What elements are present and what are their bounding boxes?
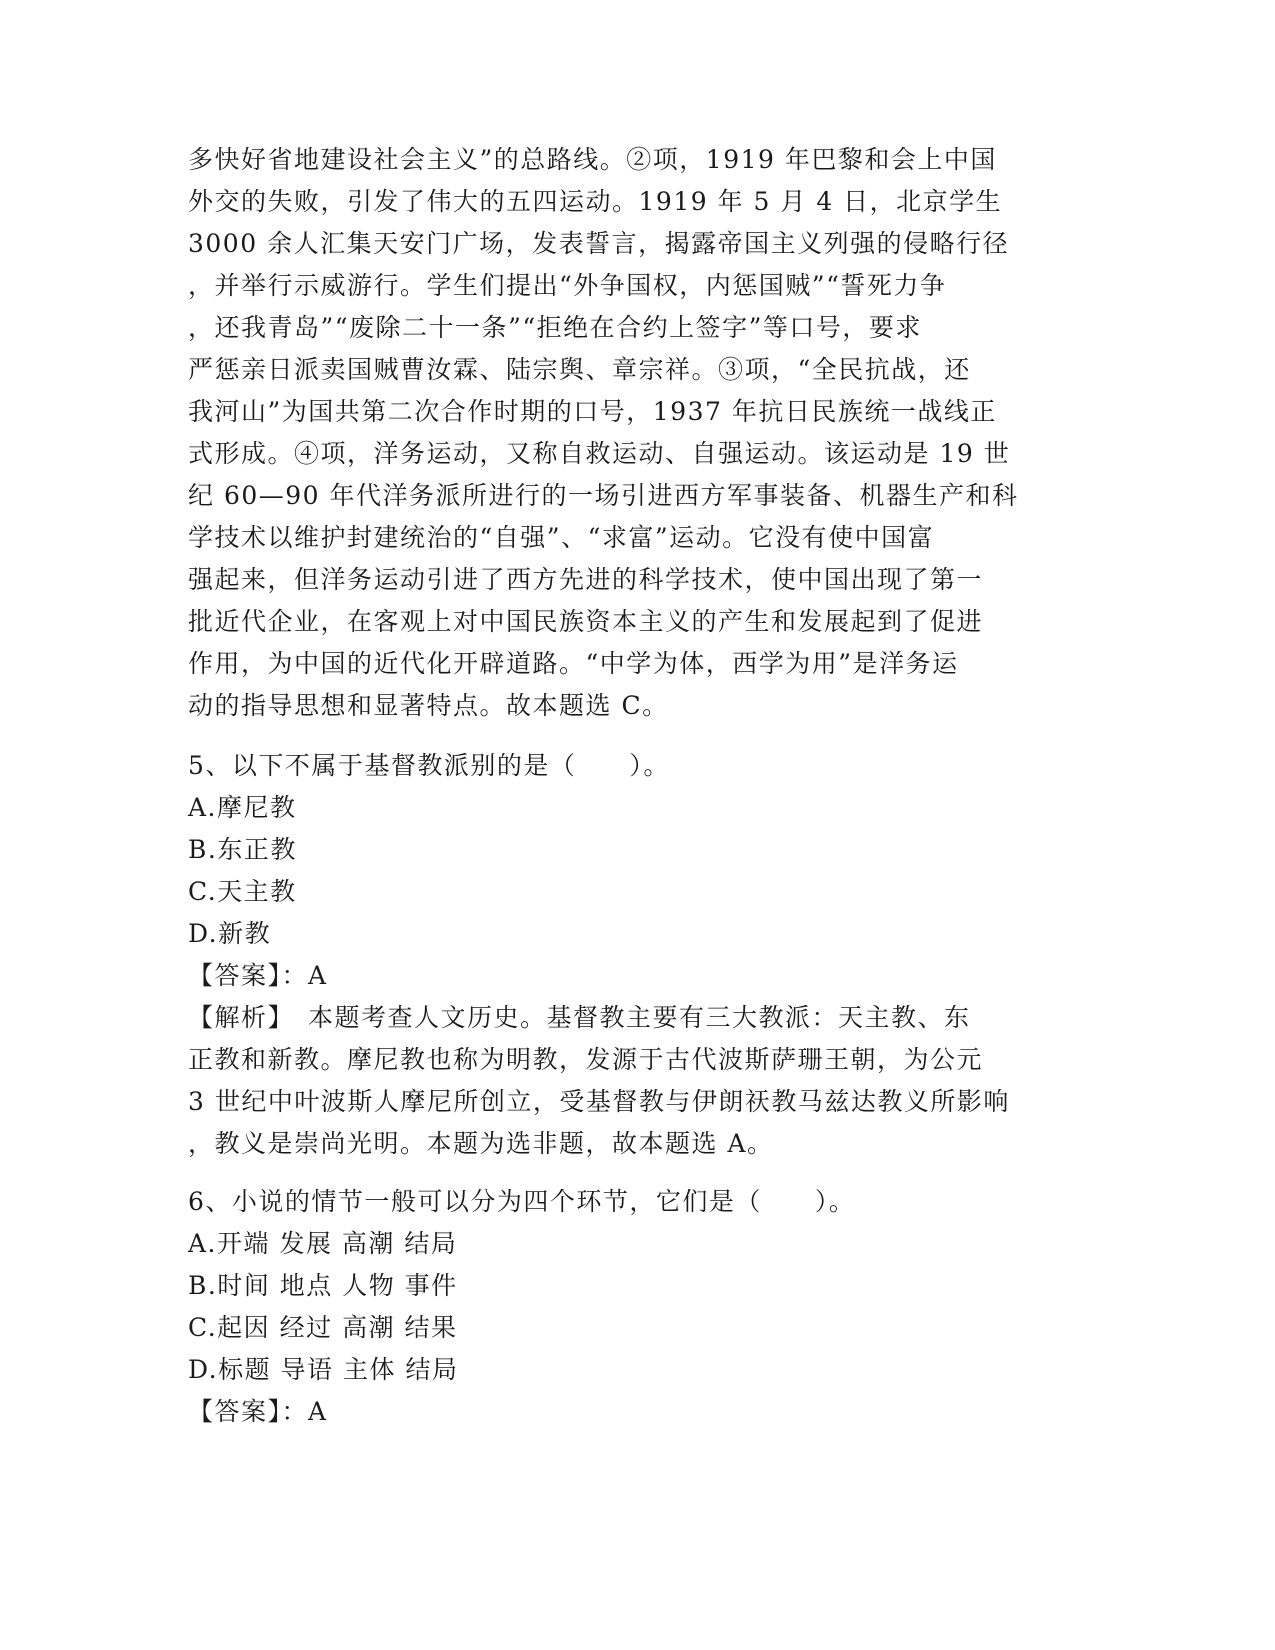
q5-option-a: A.摩尼教	[188, 793, 297, 822]
text-line: 3000 余人汇集天安门广场，发表誓言，揭露帝国主义列强的侵略行径	[188, 229, 1010, 258]
text-line: 强起来，但洋务运动引进了西方先进的科学技术，使中国出现了第一	[188, 565, 984, 594]
q5-analysis-line: 3 世纪中叶波斯人摩尼所创立，受基督教与伊朗祆教马兹达教义所影响	[188, 1087, 1010, 1116]
text-line: 式形成。④项，洋务运动，又称自救运动、自强运动。该运动是 19 世	[188, 439, 1011, 468]
q5-option-d: D.新教	[188, 919, 272, 948]
q6-answer: 【答案】：A	[188, 1397, 328, 1426]
text-line: 多快好省地建设社会主义”的总路线。②项，1919 年巴黎和会上中国	[188, 145, 997, 174]
text-line: 作用，为中国的近代化开辟道路。“中学为体，西学为用”是洋务运	[188, 649, 959, 678]
text-line: 学技术以维护封建统治的“自强”、“求富”运动。它没有使中国富	[188, 523, 935, 552]
q5-analysis-line: 【解析】 本题考查人文历史。基督教主要有三大教派：天主教、东	[188, 1003, 971, 1032]
q5-analysis-line: ，教义是崇尚光明。本题为选非题，故本题选 A。	[188, 1129, 774, 1158]
text-line: ，还我青岛”“废除二十一条”“拒绝在合约上签字”等口号，要求	[188, 313, 922, 342]
text-line: 纪 60—90 年代洋务派所进行的一场引进西方军事装备、机器生产和科	[188, 481, 1019, 510]
q6-option-d: D.标题 导语 主体 结局	[188, 1355, 459, 1384]
q5-option-c: C.天主教	[188, 877, 297, 906]
text-line: 外交的失败，引发了伟大的五四运动。1919 年 5 月 4 日，北京学生	[188, 187, 1003, 216]
text-line: 动的指导思想和显著特点。故本题选 C。	[188, 691, 669, 720]
question-5: 5、以下不属于基督教派别的是（ ）。	[188, 751, 670, 780]
text-line: ，并举行示威游行。学生们提出“外争国权，内惩国贼”“誓死力争	[188, 271, 947, 300]
text-line: 我河山”为国共第二次合作时期的口号，1937 年抗日民族统一战线正	[188, 397, 997, 426]
question-6: 6、小说的情节一般可以分为四个环节，它们是（ ）。	[188, 1187, 856, 1216]
text-line: 严惩亲日派卖国贼曹汝霖、陆宗舆、章宗祥。③项，“全民抗战，还	[188, 355, 971, 384]
text-line: 批近代企业，在客观上对中国民族资本主义的产生和发展起到了促进	[188, 607, 984, 636]
q6-option-c: C.起因 经过 高潮 结果	[188, 1313, 458, 1342]
q5-analysis-line: 正教和新教。摩尼教也称为明教，发源于古代波斯萨珊王朝，为公元	[188, 1045, 984, 1074]
q6-option-a: A.开端 发展 高潮 结局	[188, 1229, 458, 1258]
q6-option-b: B.时间 地点 人物 事件	[188, 1271, 458, 1300]
q5-answer: 【答案】：A	[188, 961, 328, 990]
q5-option-b: B.东正教	[188, 835, 297, 864]
